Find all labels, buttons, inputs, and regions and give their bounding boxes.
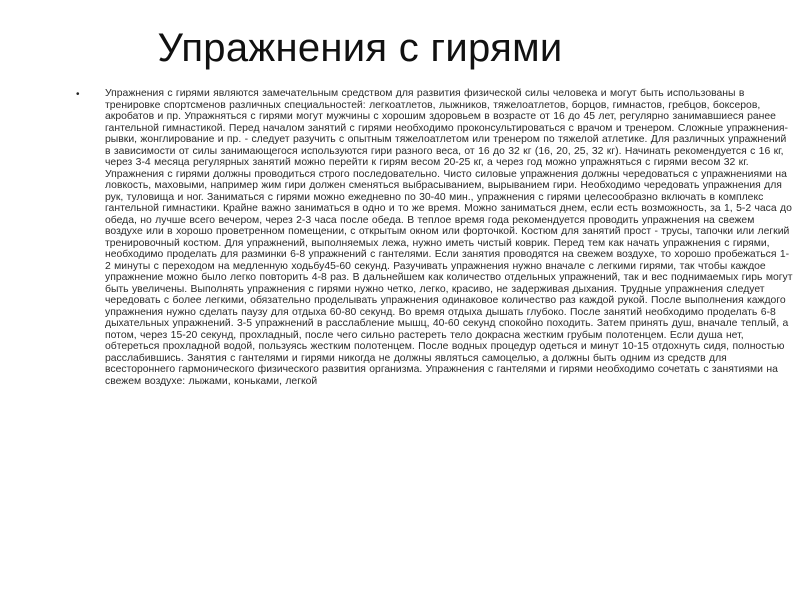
bullet-dot-icon: • xyxy=(76,89,80,100)
slide-title: Упражнения с гирями xyxy=(157,26,563,70)
bullet-body-text: Упражнения с гирями являются замечательным средством для развития физической силы человека и могут быть использованы в тренировке спортсменов различных специальностей: легкоатлетов, лыжников, тяжелоатлетов, борцов, гимнастов, гребцов, боксеров, акробатов и пр. Упражняться с гирями могут мужчины с хорошим здоровьем в возрасте от 16 до 45 лет, регулярно занимавшиеся ранее гантельной гимнастикой. Перед началом занятий с гирями необходимо проконсультироваться с врачом и тренером. Сложные упражнения-рывки, жонглирование и пр. - следует разучить с опытным тяжелоатлетом или тренером по тяжелой атлетике. Для различных упражнений в зависимости от силы занимающегося используются гири разного веса, от 16 до 32 кг (16, 20, 25, 32 кг). Начинать рекомендуется с 16 кг, через 3-4 месяца регулярных занятий можно перейти к гирям весом 20-25 кг, а через год можно упражняться с гирями весом 32 кг. Упражнения с гирями должны проводиться строго последовательно. Чисто силовые упражнения должны чередоваться с упражнениями на ловкость, маховыми, например жим гири должен сменяться выбрасыванием, вырыванием гири. Необходимо чередовать упражнения для рук, туловища и ног. Заниматься с гирями можно ежедневно по 30-40 мин., упражнения с гирями целесообразно включать в комплекс гантельной гимнастики. Крайне важно заниматься в одно и то же время. Можно заниматься днем, если есть возможность, за 1, 5-2 часа до обеда, но лучше всего вечером, через 2-3 часа после обеда. В теплое время года рекомендуется проводить упражнения на свежем воздухе или в хорошо проветренном помещении, с открытым окном или форточкой. Костюм для занятий прост - трусы, тапочки или легкий тренировочный костюм. Для упражнений, выполняемых лежа, нужно иметь чистый коврик. Перед тем как начать упражнения с гирями, необходимо проделать для разминки 6-8 упражнений с гантелями. Если занятия проводятся на свежем воздухе, то хорошо пробежаться 1-2 минуты с переходом на медленную ходьбу45-60 секунд. Разучивать упражнения нужно вначале с легкими гирями, так чтобы каждое упражнение можно было легко повторить 4-8 раз. В дальнейшем как количество отдельных упражнений, так и вес поднимаемых гирь могут быть увеличены. Выполнять упражнения с гирями нужно четко, легко, красиво, не задерживая дыхания. Трудные упражнения следует чередовать с более легкими, обязательно проделывать упражнения одинаковое количество раз каждой рукой. После выполнения каждого упражнения нужно сделать паузу для отдыха 60-80 секунд. Во время отдыха дышать глубоко. После занятий необходимо проделать 6-8 дыхательных упражнений. 3-5 упражнений в расслабление мышц, 40-60 секунд спокойно походить. Затем принять душ, вначале теплый, а потом, через 15-20 секунд, прохладный, после чего сильно растереть тело докрасна жестким грубым полотенцем. Если душа нет, обтереться прохладной водой, пользуясь жестким полотенцем. После водных процедур одеться и минут 10-15 отдохнуть сидя, полностью расслабившись. Занятия с гантелями и гирями никогда не должны являться самоцелью, а должны быть одним из средств для всестороннего гармонического физического развития организма. Упражнения с гантелями и гирями необходимо сочетать с занятиями на свежем воздухе: лыжами, коньками, легкой xyxy=(105,88,793,387)
